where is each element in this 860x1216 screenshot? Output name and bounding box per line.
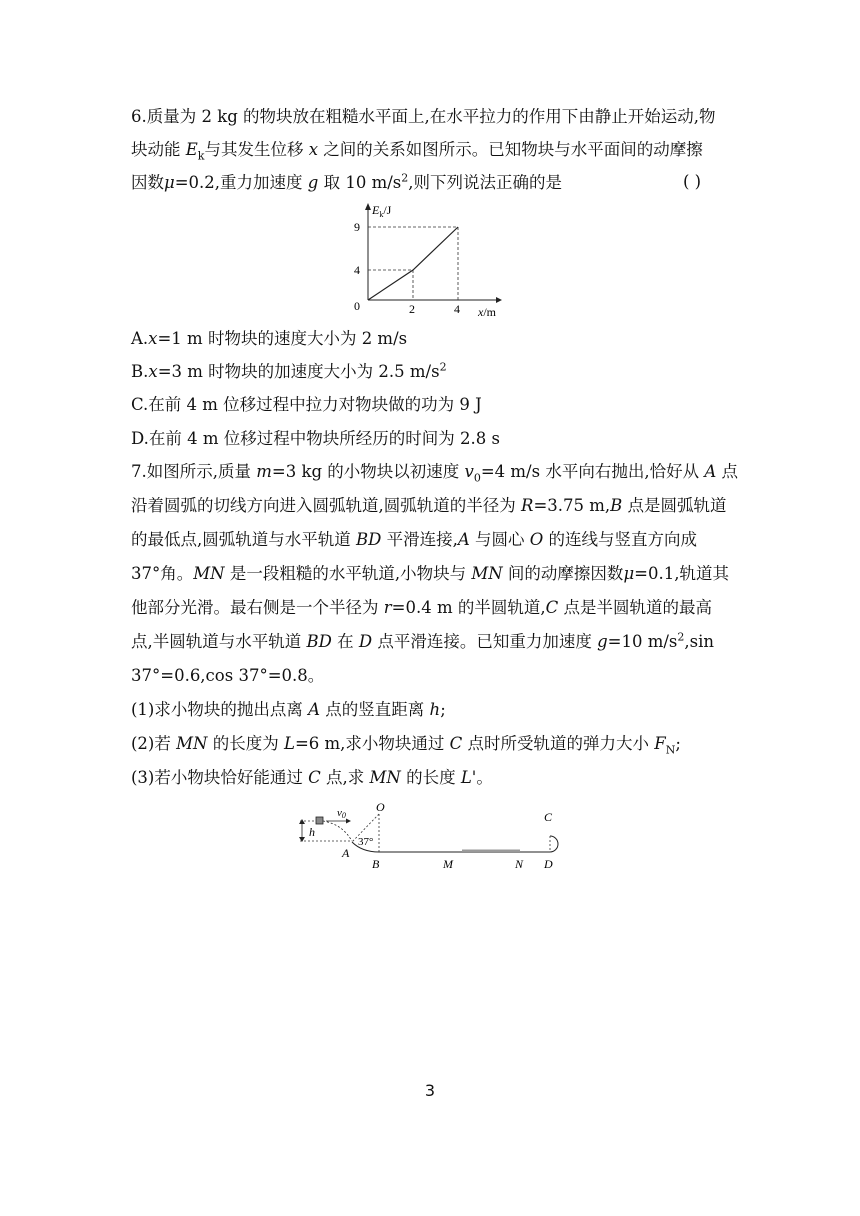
q6-line-1: 6.质量为 2 kg 的物块放在粗糙水平面上,在水平拉力的作用下由静止开始运动,物 [131, 107, 716, 126]
q7-sub-3: (3)若小物块恰好能通过 C 点,求 MN 的长度 L'。 [131, 768, 493, 787]
page-number: 3 [424, 1081, 436, 1100]
option-b: B.x=3 m 时物块的加速度大小为 2.5 $m/s^2$ [131, 360, 447, 381]
block [316, 817, 323, 824]
x-axis-label: x/m [478, 305, 496, 319]
x-tick-2: 2 [409, 302, 415, 316]
a-label: A [342, 846, 350, 860]
trajectory [323, 821, 352, 841]
option-c: C.在前 4 m 位移过程中拉力对物块做的功为 9 J [131, 395, 482, 414]
x-tick-4: 4 [454, 302, 460, 316]
h-label: h [309, 825, 315, 839]
y-tick-4: 4 [354, 263, 360, 277]
rough-section [462, 850, 520, 853]
o-label: O [376, 802, 385, 814]
track-diagram [296, 802, 576, 876]
y-axis-arrow [365, 203, 371, 210]
y-axis-label: $E_k/J$ [372, 203, 392, 219]
y-tick-9: 9 [354, 220, 360, 234]
b-label: B [372, 857, 380, 871]
answer-bracket: ( ) [683, 172, 702, 191]
x-axis-arrow [496, 297, 502, 303]
m-label: M [443, 857, 453, 871]
origin-label: 0 [354, 299, 360, 313]
semicircle-track [550, 836, 558, 852]
option-d: D.在前 4 m 位移过程中物块所经历的时间为 2.8 s [131, 429, 500, 448]
q7-sub-1: (1)求小物块的抛出点离 A 点的竖直距离 h; [131, 700, 446, 719]
q7-line-5: 他部分光滑。最右侧是一个半径为 r=0.4 m 的半圆轨道,C 点是半圆轨道的最高 [131, 598, 712, 617]
ek-line [368, 227, 458, 300]
q6-line-2: 块动能 $E_k$与其发生位移 x 之间的关系如图所示。已知物块与水平面间的动摩擦 [131, 140, 703, 163]
h-arrow-up [299, 819, 305, 824]
option-a: A.x=1 m 时物块的速度大小为 2 m/s [131, 329, 408, 348]
q6-line-3: 因数μ=0.2,重力加速度 g 取 10 $m/s^2$,则下列说法正确的是 [131, 171, 563, 192]
v0-arrowhead [346, 819, 351, 824]
q7-line-1: 7.如图所示,质量 m=3 kg 的小物块以初速度 $v_0=4$ m/s 水平向右抛出,恰好从 A 点 [131, 462, 738, 485]
ek-x-graph [350, 200, 510, 322]
angle-label: 37° [358, 836, 374, 848]
q7-line-4: 37°角。MN 是一段粗糙的水平轨道,小物块与 MN 间的动摩擦因数μ=0.1,轨道其 [131, 564, 729, 583]
n-label: N [515, 857, 524, 871]
q7-line-2: 沿着圆弧的切线方向进入圆弧轨道,圆弧轨道的半径为 R=3.75 m,B 点是圆弧轨道 [131, 496, 727, 515]
q7-line-7: 37°=0.6,cos 37°=0.8。 [131, 666, 325, 685]
v0-label: v0 [337, 807, 346, 820]
q7-sub-2: (2)若 MN 的长度为 L=6 m,求小物块通过 C 点时所受轨道的弹力大小 $F_N$; [131, 734, 681, 757]
q7-line-6: 点,半圆轨道与水平轨道 BD 在 D 点平滑连接。已知重力加速度 g=10 $m/s^2,\sin$ [131, 630, 715, 651]
d-label: D [544, 857, 553, 871]
c-label: C [544, 810, 553, 824]
q7-line-3: 的最低点,圆弧轨道与水平轨道 BD 平滑连接,A 与圆心 O 的连线与竖直方向成 [131, 530, 698, 549]
